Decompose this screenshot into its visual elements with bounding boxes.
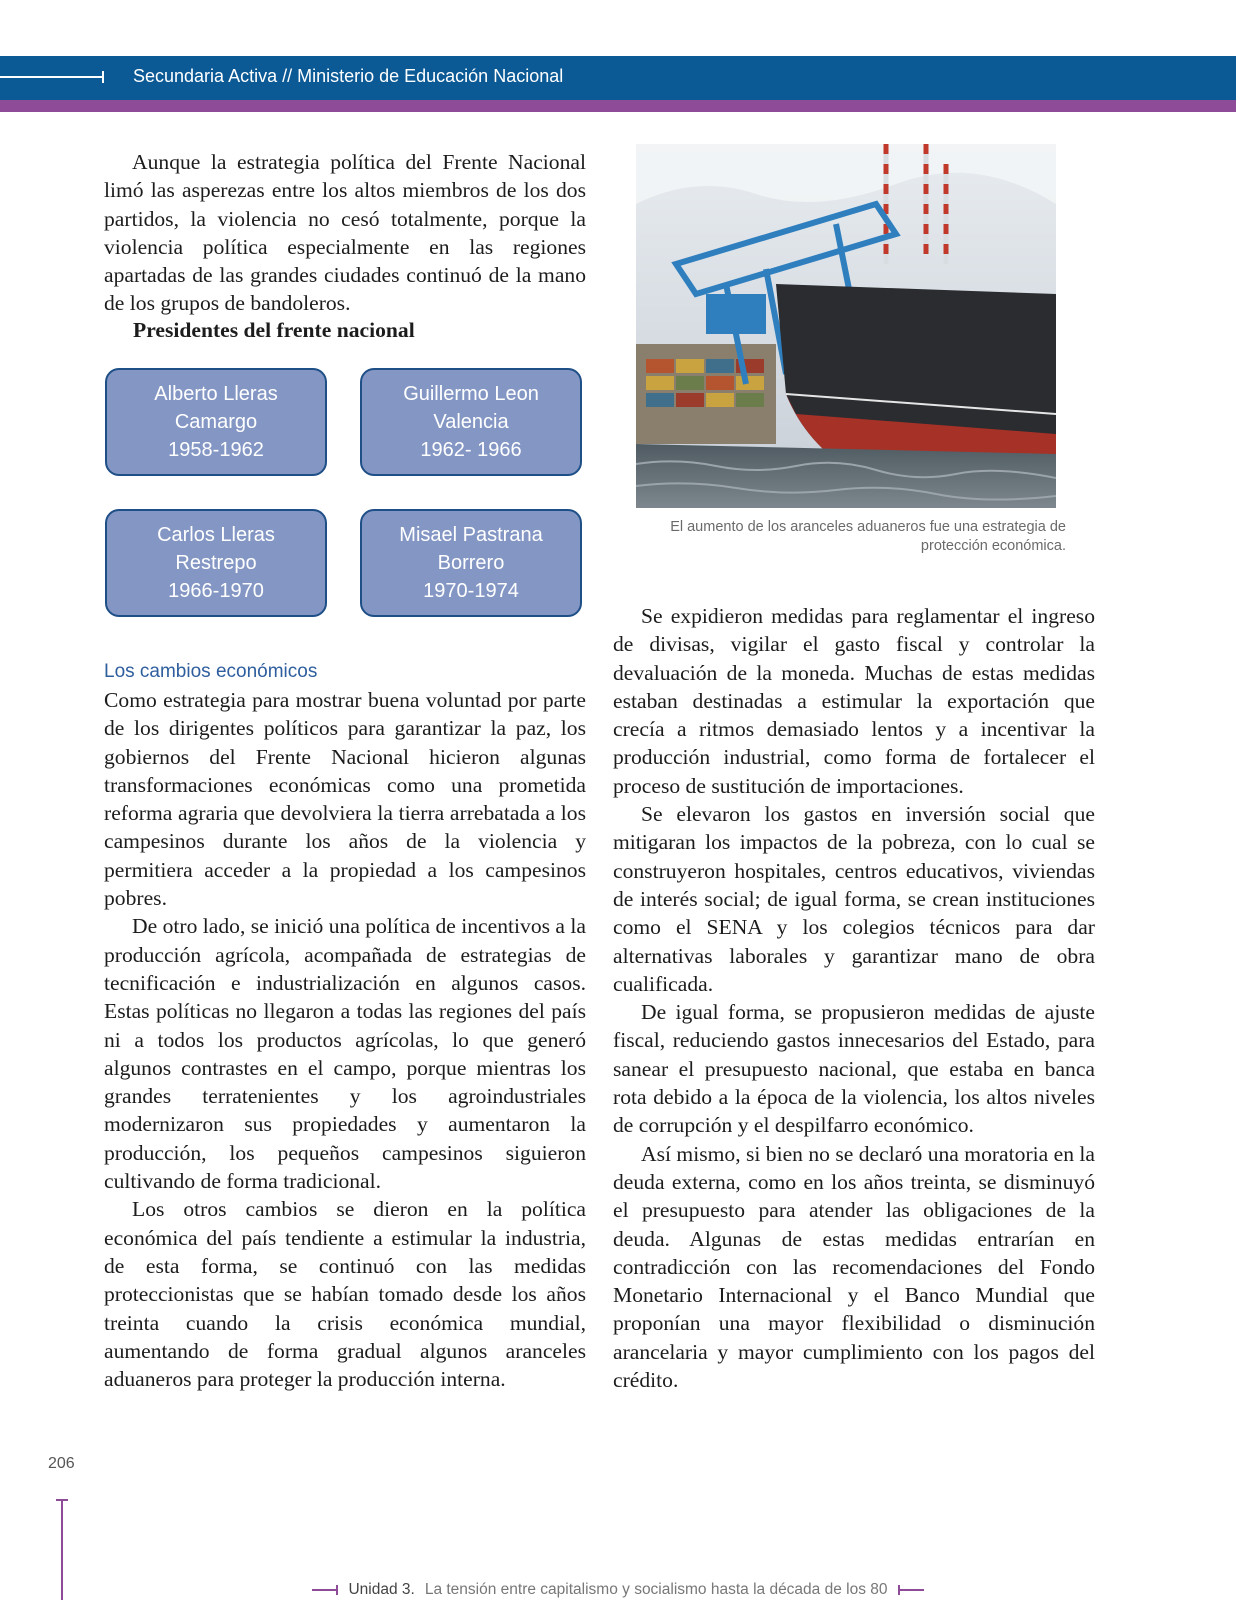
presidents-title: Presidentes del frente nacional bbox=[133, 318, 415, 342]
economic-changes-section bbox=[104, 658, 586, 1393]
header-accent-stripe bbox=[0, 100, 1236, 112]
economic-paragraph-2: De otro lado, se inició una política de incentivos a la producción agrícola, acompañada de estrategias de tecnificación e industrialización en algunos casos. Estas políticas no llegaron a todas las regiones del país ni a todos los productos agrícolas, lo que generó algunos contrastes en el campo, porque mientras los grandes terratenientes y los agroindustriales modernizaron sus propiedades y aumentaron la producción, los pequeños campesinos siguieron cultivando de forma tradicional. bbox=[104, 914, 586, 1194]
president-name-line1: Guillermo Leon bbox=[403, 383, 539, 405]
president-years: 1962- 1966 bbox=[420, 439, 522, 461]
president-name-line1: Misael Pastrana bbox=[399, 524, 543, 546]
intro-paragraph: Aunque la estrategia política del Frente Nacional limó las asperezas entre los altos miembros de los dos partidos, la violencia no cesó totalmente, porque la violencia política especialmente en las regiones apartadas de las grandes ciudades continuó de la mano de los grupos de bandoleros. bbox=[104, 150, 586, 316]
photo-caption: El aumento de los aranceles aduaneros fue una estrategia de protección económica. bbox=[670, 519, 1066, 554]
header-decorative-line bbox=[0, 76, 104, 78]
header-decorative-tick bbox=[102, 71, 104, 83]
president-box-lleras-restrepo bbox=[105, 509, 327, 617]
president-name-line2: Borrero bbox=[437, 552, 505, 574]
page-number: 206 bbox=[48, 1455, 75, 1472]
president-name-line2: Valencia bbox=[433, 411, 509, 433]
president-years: 1966-1970 bbox=[168, 580, 264, 602]
economic-paragraph-1: Como estrategia para mostrar buena voluntad por parte de los dirigentes políticos para garantizar la paz, los gobiernos del Frente Nacional hicieron algunas transformaciones económicas como una prometida reforma agraria que devolviera la tierra arrebatada a los campesinos durante los años de la violencia y permitiera acceder a la propiedad a los campesinos pobres. bbox=[104, 688, 586, 911]
header-title: Secundaria Activa // Ministerio de Educación Nacional bbox=[133, 66, 564, 86]
section-heading: Los cambios económicos bbox=[104, 661, 318, 682]
president-years: 1970-1974 bbox=[423, 580, 519, 602]
footer bbox=[0, 1578, 1236, 1599]
footer-unit-name: La tensión entre capitalismo y socialismo hasta la década de los 80 bbox=[424, 1581, 888, 1598]
footer-unit-title bbox=[312, 1581, 923, 1599]
margin-decorative-tick bbox=[56, 1499, 68, 1501]
footer-unit-label: Unidad 3. bbox=[348, 1581, 415, 1598]
president-box-leon-valencia bbox=[360, 368, 582, 476]
ship-photo bbox=[636, 144, 1056, 508]
footer-left-ornament bbox=[312, 1589, 338, 1591]
right-paragraph-2: Se elevaron los gastos en inversión social que mitigaran los impactos de la pobreza, con lo cual se construyeron hospitales, centros educativos, viviendas de interés social; de igual forma, se crean instituciones como el SENA y los colegios técnicos para dar alternativas laborales y garantizar mano de obra cualificada. bbox=[613, 802, 1095, 996]
president-box-lleras-camargo bbox=[105, 368, 327, 476]
right-paragraph-4: Así mismo, si bien no se declaró una moratoria en la deuda externa, como en los años treinta, se disminuyó el presupuesto para atender las obligaciones de la deuda. Algunas de estas medidas entrarían en contradicción con las recomendaciones del Fondo Monetario Internacional y el Banco Mundial que proponían una mayor flexibilidad o disminución arancelaria y mayor cumplimiento con los pagos del crédito. bbox=[613, 1141, 1095, 1393]
president-name-line2: Camargo bbox=[174, 411, 258, 433]
intro-section bbox=[104, 148, 586, 318]
right-paragraph-1: Se expidieron medidas para reglamentar el ingreso de divisas, vigilar el gasto fiscal y controlar la devaluación de la moneda. Muchas de estas medidas estaban destinadas a estimular la exportación que crecía a ritmos demasiado lentos y a incentivar la producción industrial, como forma de fortalecer el proceso de sustitución de importaciones. bbox=[613, 604, 1095, 798]
footer-right-ornament bbox=[898, 1589, 924, 1591]
president-name-line2: Restrepo bbox=[175, 552, 257, 574]
economic-paragraph-3: Los otros cambios se dieron en la política económica del país tendiente a estimular la industria, de esta forma, se continuó con las medidas proteccionistas que se habían tomado desde los años treinta cuando la crisis económica mundial, aumentando de forma gradual algunos aranceles aduaneros para proteger la producción interna. bbox=[104, 1197, 586, 1392]
president-name-line1: Alberto Lleras bbox=[154, 383, 278, 405]
right-paragraph-3: De igual forma, se propusieron medidas de ajuste fiscal, reduciendo gastos innecesarios del Estado, para sanear el presupuesto nacional, que estaba en banca rota debido a la época de la violencia, los altos niveles de corrupción y el despilfarro económico. bbox=[613, 1000, 1095, 1138]
president-years: 1958-1962 bbox=[168, 439, 264, 461]
president-name-line1: Carlos Lleras bbox=[157, 524, 275, 546]
president-box-pastrana-borrero bbox=[360, 509, 582, 617]
right-column bbox=[613, 602, 1095, 1394]
